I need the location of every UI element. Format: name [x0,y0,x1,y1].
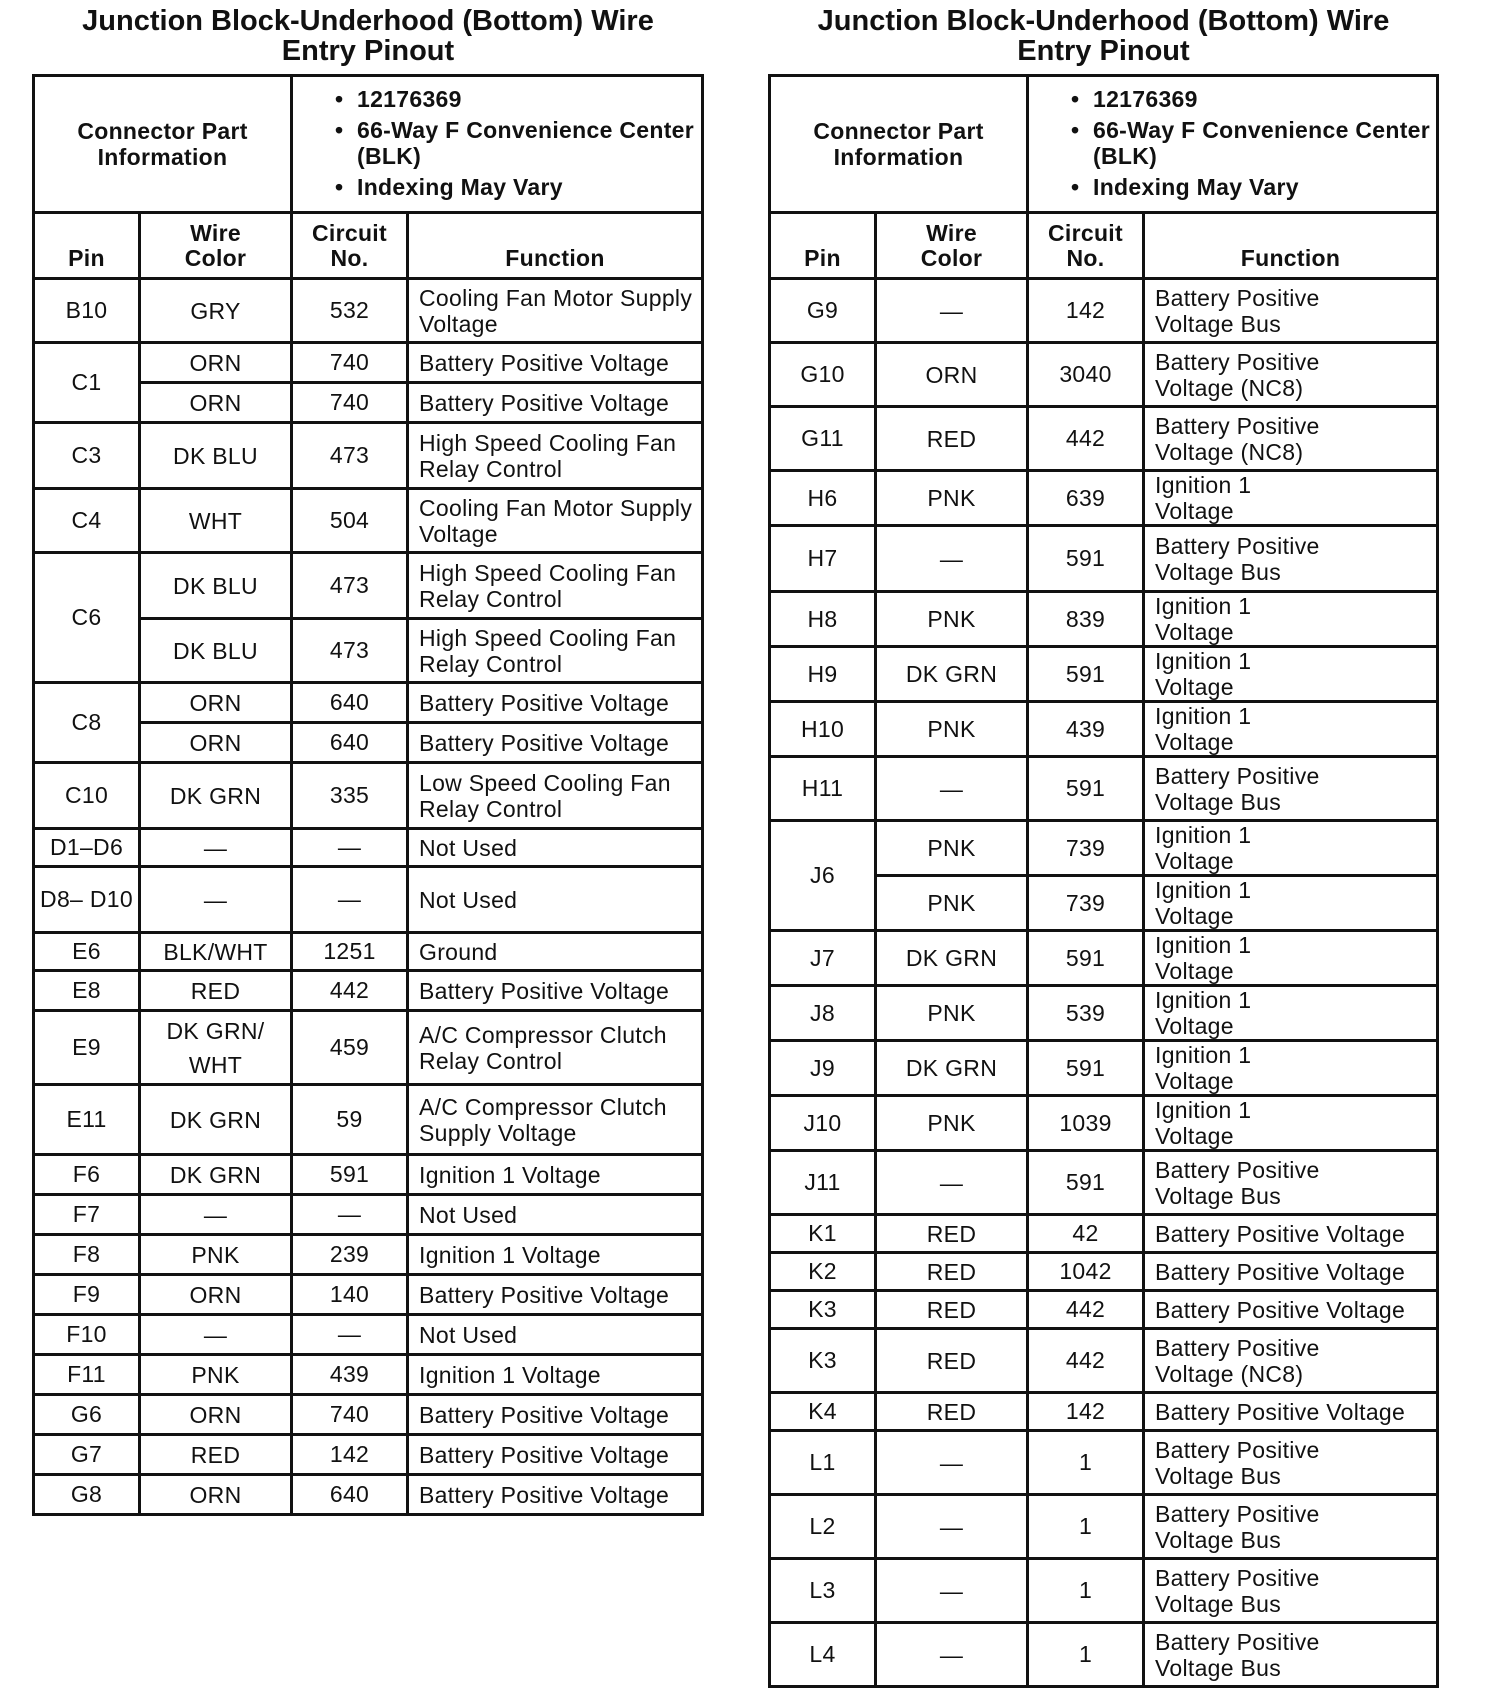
wire-color-cell: PNK [876,876,1028,931]
wire-color-cell: RED [876,1253,1028,1291]
function-cell: Not Used [408,829,703,867]
connector-part-info [292,76,703,213]
wire-color-header: Wire Color [876,213,1028,279]
header-row [770,213,1438,279]
function-cell: Battery Positive Voltage [1144,1291,1438,1329]
circuit-cell: 59 [292,1085,408,1155]
function-cell: A/C Compressor Clutch Relay Control [408,1011,703,1085]
table-row [34,1155,703,1195]
table-row [34,867,703,933]
wire-color-cell: ORN [140,723,292,763]
pin-cell: F9 [34,1275,140,1315]
pin-cell: K3 [770,1329,876,1393]
circuit-cell: 640 [292,1475,408,1515]
circuit-cell: — [292,867,408,933]
table-row [34,683,703,723]
function-cell: Battery Positive Voltage Bus [1144,279,1438,343]
panel-title [32,0,704,74]
table-row [770,1291,1438,1329]
pin-cell: C3 [34,423,140,489]
table-row [770,702,1438,757]
circuit-cell: 591 [1028,1151,1144,1215]
circuit-cell: 1 [1028,1495,1144,1559]
table-row [34,553,703,619]
function-cell: Battery Positive Voltage Bus [1144,526,1438,592]
circuit-cell: 591 [1028,647,1144,702]
table-row [770,1329,1438,1393]
pin-header: Pin [770,213,876,279]
wire-color-cell: — [140,829,292,867]
function-cell: Battery Positive Voltage [408,343,703,383]
table-row [770,757,1438,821]
wire-color-cell: DK GRN [140,1085,292,1155]
table-row [34,829,703,867]
function-cell: Ignition 1 Voltage [1144,471,1438,526]
pin-cell: E6 [34,933,140,971]
table-row [770,1096,1438,1151]
table-row [770,592,1438,647]
wire-color-cell: DK GRN [876,931,1028,986]
table-row [770,407,1438,471]
title-line-1: Junction Block-Underhood (Bottom) Wire [82,5,654,37]
pin-cell: E11 [34,1085,140,1155]
wire-color-cell: — [140,1315,292,1355]
wire-color-cell: — [140,1195,292,1235]
circuit-cell: 1251 [292,933,408,971]
function-header: Function [1144,213,1438,279]
circuit-cell: 740 [292,343,408,383]
table-row [34,763,703,829]
pin-cell: J8 [770,986,876,1041]
table-row [770,1623,1438,1687]
wire-color-cell: DK BLU [140,423,292,489]
function-cell: Cooling Fan Motor Supply Voltage [408,279,703,343]
function-cell: Ignition 1 Voltage [408,1155,703,1195]
function-cell: Ground [408,933,703,971]
wire-color-cell: DK GRN [140,1155,292,1195]
pin-cell: F10 [34,1315,140,1355]
wire-color-cell: ORN [140,343,292,383]
table-row [770,1495,1438,1559]
connector-info-item: • 66-Way F Convenience Center (BLK) [333,117,701,169]
wire-color-cell: ORN [876,343,1028,407]
table-row [34,971,703,1011]
function-cell: Ignition 1 Voltage [408,1355,703,1395]
table-row [770,931,1438,986]
function-cell: Not Used [408,1195,703,1235]
circuit-cell: 739 [1028,821,1144,876]
table-row [34,1011,703,1085]
wire-color-cell: ORN [140,1395,292,1435]
connector-info-item: • 12176369 [333,86,701,112]
circuit-cell: 142 [1028,1393,1144,1431]
function-cell: Battery Positive Voltage [408,1475,703,1515]
wire-color-cell: RED [876,1393,1028,1431]
pin-cell: H11 [770,757,876,821]
circuit-cell: 140 [292,1275,408,1315]
circuit-cell: 591 [1028,1041,1144,1096]
pin-cell: G7 [34,1435,140,1475]
table-row [770,279,1438,343]
wire-color-cell: ORN [140,1475,292,1515]
circuit-header: Circuit No. [1028,213,1144,279]
circuit-cell: 442 [1028,407,1144,471]
table-row [34,1355,703,1395]
pin-cell: H9 [770,647,876,702]
table-row [770,1041,1438,1096]
pin-cell: G10 [770,343,876,407]
circuit-cell: 335 [292,763,408,829]
wire-color-cell: ORN [140,683,292,723]
function-cell: Battery Positive Voltage [1144,1393,1438,1431]
function-cell: Low Speed Cooling Fan Relay Control [408,763,703,829]
circuit-header: Circuit No. [292,213,408,279]
circuit-cell: 591 [1028,931,1144,986]
function-cell: Battery Positive Voltage Bus [1144,757,1438,821]
pin-cell: C8 [34,683,140,763]
pin-cell: C6 [34,553,140,683]
table-row [770,1393,1438,1431]
pin-cell: B10 [34,279,140,343]
function-cell: Cooling Fan Motor Supply Voltage [408,489,703,553]
header-row [34,213,703,279]
table-row [34,1195,703,1235]
table-row [770,1559,1438,1623]
circuit-cell: 142 [1028,279,1144,343]
circuit-cell: 1 [1028,1559,1144,1623]
circuit-cell: 473 [292,619,408,683]
circuit-cell: 639 [1028,471,1144,526]
circuit-cell: — [292,1315,408,1355]
wire-color-cell: DK GRN [140,763,292,829]
function-cell: Battery Positive Voltage [408,683,703,723]
wire-color-cell: — [876,1623,1028,1687]
wire-color-cell: RED [876,407,1028,471]
wire-color-cell: PNK [876,821,1028,876]
pin-cell: J11 [770,1151,876,1215]
pin-cell: F7 [34,1195,140,1235]
connector-info-item: • Indexing May Vary [333,174,701,200]
pin-cell: K2 [770,1253,876,1291]
circuit-cell: 640 [292,723,408,763]
function-cell: Battery Positive Voltage [1144,1215,1438,1253]
table-row [34,1435,703,1475]
wire-color-cell: — [876,279,1028,343]
function-cell: Battery Positive Voltage (NC8) [1144,343,1438,407]
circuit-cell: 739 [1028,876,1144,931]
circuit-cell: 591 [1028,526,1144,592]
function-cell: Battery Positive Voltage Bus [1144,1559,1438,1623]
circuit-cell: 442 [292,971,408,1011]
circuit-cell: 473 [292,423,408,489]
wire-color-cell: RED [140,971,292,1011]
pinout-table [32,74,704,1516]
table-row [770,647,1438,702]
function-cell: A/C Compressor Clutch Supply Voltage [408,1085,703,1155]
connector-info-item: • Indexing May Vary [1069,174,1436,200]
pin-cell: J10 [770,1096,876,1151]
table-row [34,1275,703,1315]
circuit-cell: 42 [1028,1215,1144,1253]
circuit-cell: 740 [292,383,408,423]
function-cell: High Speed Cooling Fan Relay Control [408,619,703,683]
function-cell: Battery Positive Voltage Bus [1144,1431,1438,1495]
circuit-cell: 442 [1028,1291,1144,1329]
circuit-cell: 1 [1028,1623,1144,1687]
circuit-cell: 740 [292,1395,408,1435]
circuit-cell: 1039 [1028,1096,1144,1151]
function-cell: Battery Positive Voltage Bus [1144,1623,1438,1687]
circuit-cell: 439 [1028,702,1144,757]
circuit-cell: 539 [1028,986,1144,1041]
function-cell: Ignition 1 Voltage [1144,876,1438,931]
wire-color-cell: DK BLU [140,619,292,683]
wire-color-cell: PNK [876,1096,1028,1151]
pinout-panel-left [32,0,704,1516]
circuit-cell: 532 [292,279,408,343]
table-row [770,343,1438,407]
pin-cell: C4 [34,489,140,553]
table-row [34,1475,703,1515]
pin-cell: G11 [770,407,876,471]
table-row [34,489,703,553]
pin-cell: K1 [770,1215,876,1253]
pin-cell: E8 [34,971,140,1011]
wire-color-cell: — [140,867,292,933]
function-cell: Battery Positive Voltage (NC8) [1144,1329,1438,1393]
function-cell: Not Used [408,1315,703,1355]
pin-cell: F11 [34,1355,140,1395]
function-cell: Ignition 1 Voltage [1144,986,1438,1041]
function-cell: High Speed Cooling Fan Relay Control [408,553,703,619]
pin-cell: J9 [770,1041,876,1096]
circuit-cell: — [292,1195,408,1235]
circuit-cell: 239 [292,1235,408,1275]
table-row [34,1235,703,1275]
pin-cell: K3 [770,1291,876,1329]
function-cell: Ignition 1 Voltage [1144,1096,1438,1151]
circuit-cell: 640 [292,683,408,723]
circuit-cell: 1 [1028,1431,1144,1495]
function-header: Function [408,213,703,279]
pin-cell: L4 [770,1623,876,1687]
pin-cell: L1 [770,1431,876,1495]
function-cell: Not Used [408,867,703,933]
function-cell: High Speed Cooling Fan Relay Control [408,423,703,489]
circuit-cell: 473 [292,553,408,619]
pin-cell: D8– D10 [34,867,140,933]
function-cell: Battery Positive Voltage [408,1275,703,1315]
function-cell: Ignition 1 Voltage [1144,821,1438,876]
wire-color-cell: ORN [140,1275,292,1315]
pin-cell: K4 [770,1393,876,1431]
wire-color-cell: — [876,526,1028,592]
table-row [34,1315,703,1355]
table-row [770,1215,1438,1253]
table-row [770,526,1438,592]
connector-info-item: • 66-Way F Convenience Center (BLK) [1069,117,1436,169]
function-cell: Battery Positive Voltage [408,1395,703,1435]
wire-color-cell: DK GRN [876,647,1028,702]
wire-color-cell: BLK/WHT [140,933,292,971]
function-cell: Battery Positive Voltage Bus [1144,1151,1438,1215]
wire-color-cell: WHT [140,489,292,553]
wire-color-header: Wire Color [140,213,292,279]
wire-color-cell: RED [876,1291,1028,1329]
function-cell: Ignition 1 Voltage [1144,592,1438,647]
wire-color-cell: — [876,1495,1028,1559]
pinout-table [768,74,1439,1688]
pin-cell: J6 [770,821,876,931]
circuit-cell: 591 [292,1155,408,1195]
function-cell: Battery Positive Voltage [408,971,703,1011]
wire-color-cell: — [876,1559,1028,1623]
table-row [770,1253,1438,1291]
pin-cell: F6 [34,1155,140,1195]
pin-cell: G9 [770,279,876,343]
table-row [34,933,703,971]
circuit-cell: 839 [1028,592,1144,647]
pin-cell: H10 [770,702,876,757]
function-cell: Ignition 1 Voltage [1144,647,1438,702]
circuit-cell: 1042 [1028,1253,1144,1291]
function-cell: Battery Positive Voltage (NC8) [1144,407,1438,471]
table-row [770,1151,1438,1215]
pin-cell: F8 [34,1235,140,1275]
table-row [34,423,703,489]
circuit-cell: 591 [1028,757,1144,821]
function-cell: Ignition 1 Voltage [408,1235,703,1275]
function-cell: Battery Positive Voltage [408,383,703,423]
pin-cell: G6 [34,1395,140,1435]
circuit-cell: — [292,829,408,867]
pin-cell: J7 [770,931,876,986]
circuit-cell: 459 [292,1011,408,1085]
wire-color-cell: — [876,1431,1028,1495]
connector-part-label: Connector Part Information [770,76,1028,213]
circuit-cell: 439 [292,1355,408,1395]
function-cell: Battery Positive Voltage [408,1435,703,1475]
wire-color-cell: RED [876,1329,1028,1393]
panel-title [768,0,1439,74]
title-line-2: Entry Pinout [281,35,455,67]
table-row [34,1395,703,1435]
wire-color-cell: DK GRN/ WHT [140,1011,292,1085]
function-cell: Ignition 1 Voltage [1144,931,1438,986]
wire-color-cell: RED [876,1215,1028,1253]
table-row [34,343,703,383]
pin-cell: C10 [34,763,140,829]
title-line-2: Entry Pinout [1017,35,1190,67]
table-row [34,1085,703,1155]
wire-color-cell: PNK [876,986,1028,1041]
pin-cell: L3 [770,1559,876,1623]
function-cell: Battery Positive Voltage [1144,1253,1438,1291]
wire-color-cell: GRY [140,279,292,343]
title-line-1: Junction Block-Underhood (Bottom) Wire [817,5,1390,37]
pinout-panel-right [768,0,1439,1688]
circuit-cell: 504 [292,489,408,553]
connector-part-label: Connector Part Information [34,76,292,213]
table-row [770,1431,1438,1495]
table-row [770,471,1438,526]
wire-color-cell: PNK [876,471,1028,526]
pin-cell: E9 [34,1011,140,1085]
function-cell: Battery Positive Voltage [408,723,703,763]
table-row [770,986,1438,1041]
circuit-cell: 142 [292,1435,408,1475]
pin-cell: H7 [770,526,876,592]
table-row [770,821,1438,876]
pin-cell: C1 [34,343,140,423]
connector-part-info [1028,76,1438,213]
function-cell: Ignition 1 Voltage [1144,702,1438,757]
wire-color-cell: — [876,1151,1028,1215]
pin-cell: H8 [770,592,876,647]
wire-color-cell: DK GRN [876,1041,1028,1096]
wire-color-cell: DK BLU [140,553,292,619]
wire-color-cell: PNK [140,1235,292,1275]
pin-cell: G8 [34,1475,140,1515]
wire-color-cell: — [876,757,1028,821]
wire-color-cell: PNK [140,1355,292,1395]
table-row [34,279,703,343]
wire-color-cell: PNK [876,702,1028,757]
pin-cell: H6 [770,471,876,526]
wire-color-cell: RED [140,1435,292,1475]
wire-color-cell: PNK [876,592,1028,647]
function-cell: Battery Positive Voltage Bus [1144,1495,1438,1559]
connector-info-item: • 12176369 [1069,86,1436,112]
pin-header: Pin [34,213,140,279]
wire-color-cell: ORN [140,383,292,423]
function-cell: Ignition 1 Voltage [1144,1041,1438,1096]
pin-cell: D1–D6 [34,829,140,867]
pin-cell: L2 [770,1495,876,1559]
circuit-cell: 3040 [1028,343,1144,407]
circuit-cell: 442 [1028,1329,1144,1393]
